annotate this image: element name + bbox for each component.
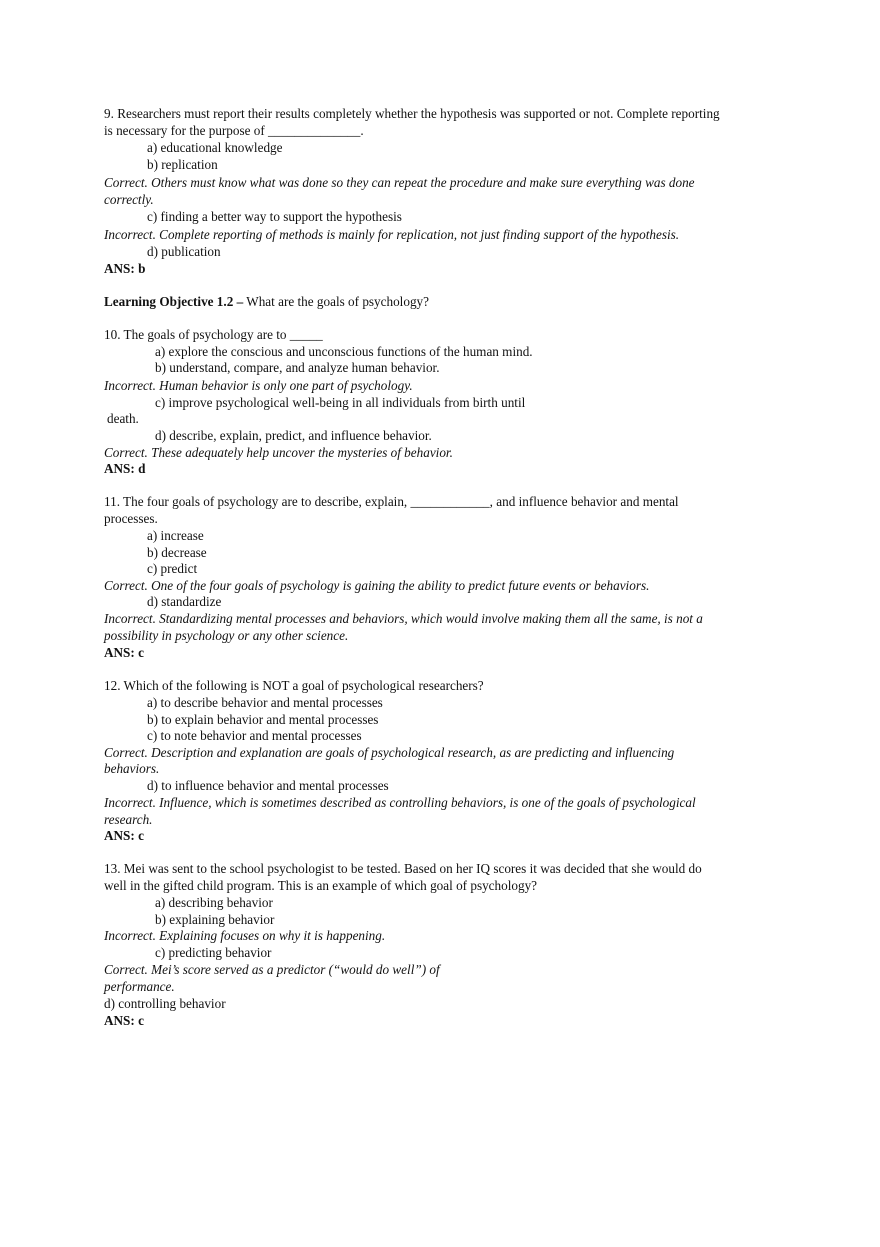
q11-feedback-d-line2: possibility in psychology or any other science. [104, 628, 349, 643]
q9-feedback-b-line1: Correct. Others must know what was done so they can repeat the procedure and make sure everything was done [104, 175, 695, 190]
q11-option-b: b) decrease [147, 545, 207, 560]
q11-option-a: a) increase [147, 528, 204, 543]
q10-option-c-line1: c) improve psychological well-being in all individuals from birth until [155, 395, 526, 410]
q11-feedback-c: Correct. One of the four goals of psychology is gaining the ability to predict future events or behaviors. [104, 578, 650, 593]
learning-objective-label: Learning Objective 1.2 – [104, 294, 244, 309]
q12-option-b: b) to explain behavior and mental processes [147, 712, 379, 727]
q12-feedback-d-line2: research. [104, 812, 153, 827]
q13-feedback-c-line1: Correct. Mei’s score served as a predictor (“would do well”) of [104, 962, 440, 977]
q10-option-b: b) understand, compare, and analyze human behavior. [155, 360, 440, 375]
q9-answer: ANS: b [104, 261, 146, 276]
q13-option-d: d) controlling behavior [104, 996, 226, 1011]
q12-feedback-c-line2: behaviors. [104, 761, 160, 776]
learning-objective [104, 293, 429, 310]
q11-option-c: c) predict [147, 561, 198, 576]
q11-feedback-d-line1: Incorrect. Standardizing mental processes and behaviors, which would involve making them all the same, is not a [104, 611, 703, 626]
q9-option-a: a) educational knowledge [147, 140, 283, 155]
q12-stem: 12. Which of the following is NOT a goal of psychological researchers? [104, 678, 484, 693]
q10-answer: ANS: d [104, 461, 146, 476]
q10-option-d: d) describe, explain, predict, and influence behavior. [155, 428, 432, 443]
q9-option-b: b) replication [147, 157, 218, 172]
q9-feedback-c: Incorrect. Complete reporting of methods is mainly for replication, not just finding support of the hypothesis. [104, 227, 680, 242]
q12-option-a: a) to describe behavior and mental processes [147, 695, 383, 710]
q12-option-d: d) to influence behavior and mental processes [147, 778, 389, 793]
q11-answer: ANS: c [104, 645, 144, 660]
q13-feedback-c-line2: performance. [104, 979, 175, 994]
q11-stem-line2: processes. [104, 511, 158, 526]
q13-option-a: a) describing behavior [155, 895, 273, 910]
q12-answer: ANS: c [104, 828, 144, 843]
q10-feedback-b: Incorrect. Human behavior is only one part of psychology. [104, 378, 413, 393]
q13-stem-line1: 13. Mei was sent to the school psychologist to be tested. Based on her IQ scores it was decided that she would do [104, 861, 702, 876]
q12-feedback-d-line1: Incorrect. Influence, which is sometimes described as controlling behaviors, is one of the goals of psychological [104, 795, 696, 810]
q12-option-c: c) to note behavior and mental processes [147, 728, 362, 743]
q12-feedback-c-line1: Correct. Description and explanation are goals of psychological research, as are predicting and influencing [104, 745, 675, 760]
q13-stem-line2: well in the gifted child program. This is an example of which goal of psychology? [104, 878, 538, 893]
q11-stem-line1: 11. The four goals of psychology are to describe, explain, ____________, and influence behavior and mental [104, 494, 679, 509]
q10-option-a: a) explore the conscious and unconscious functions of the human mind. [155, 344, 533, 359]
q9-stem-line2: is necessary for the purpose of ______________. [104, 123, 364, 138]
q13-answer: ANS: c [104, 1013, 144, 1028]
q13-option-b: b) explaining behavior [155, 912, 275, 927]
q9-option-c: c) finding a better way to support the hypothesis [147, 209, 402, 224]
q13-feedback-b: Incorrect. Explaining focuses on why it is happening. [104, 928, 386, 943]
q10-stem: 10. The goals of psychology are to _____ [104, 327, 323, 342]
q9-feedback-b-line2: correctly. [104, 192, 154, 207]
learning-objective-text: What are the goals of psychology? [246, 294, 429, 309]
q13-option-c: c) predicting behavior [155, 945, 272, 960]
q10-feedback-d: Correct. These adequately help uncover the mysteries of behavior. [104, 445, 453, 460]
q9-option-d: d) publication [147, 244, 221, 259]
q9-stem-line1: 9. Researchers must report their results completely whether the hypothesis was supported or not. Complete reporting [104, 106, 720, 121]
q10-option-c-line2: death. [107, 411, 139, 426]
q11-option-d: d) standardize [147, 594, 222, 609]
